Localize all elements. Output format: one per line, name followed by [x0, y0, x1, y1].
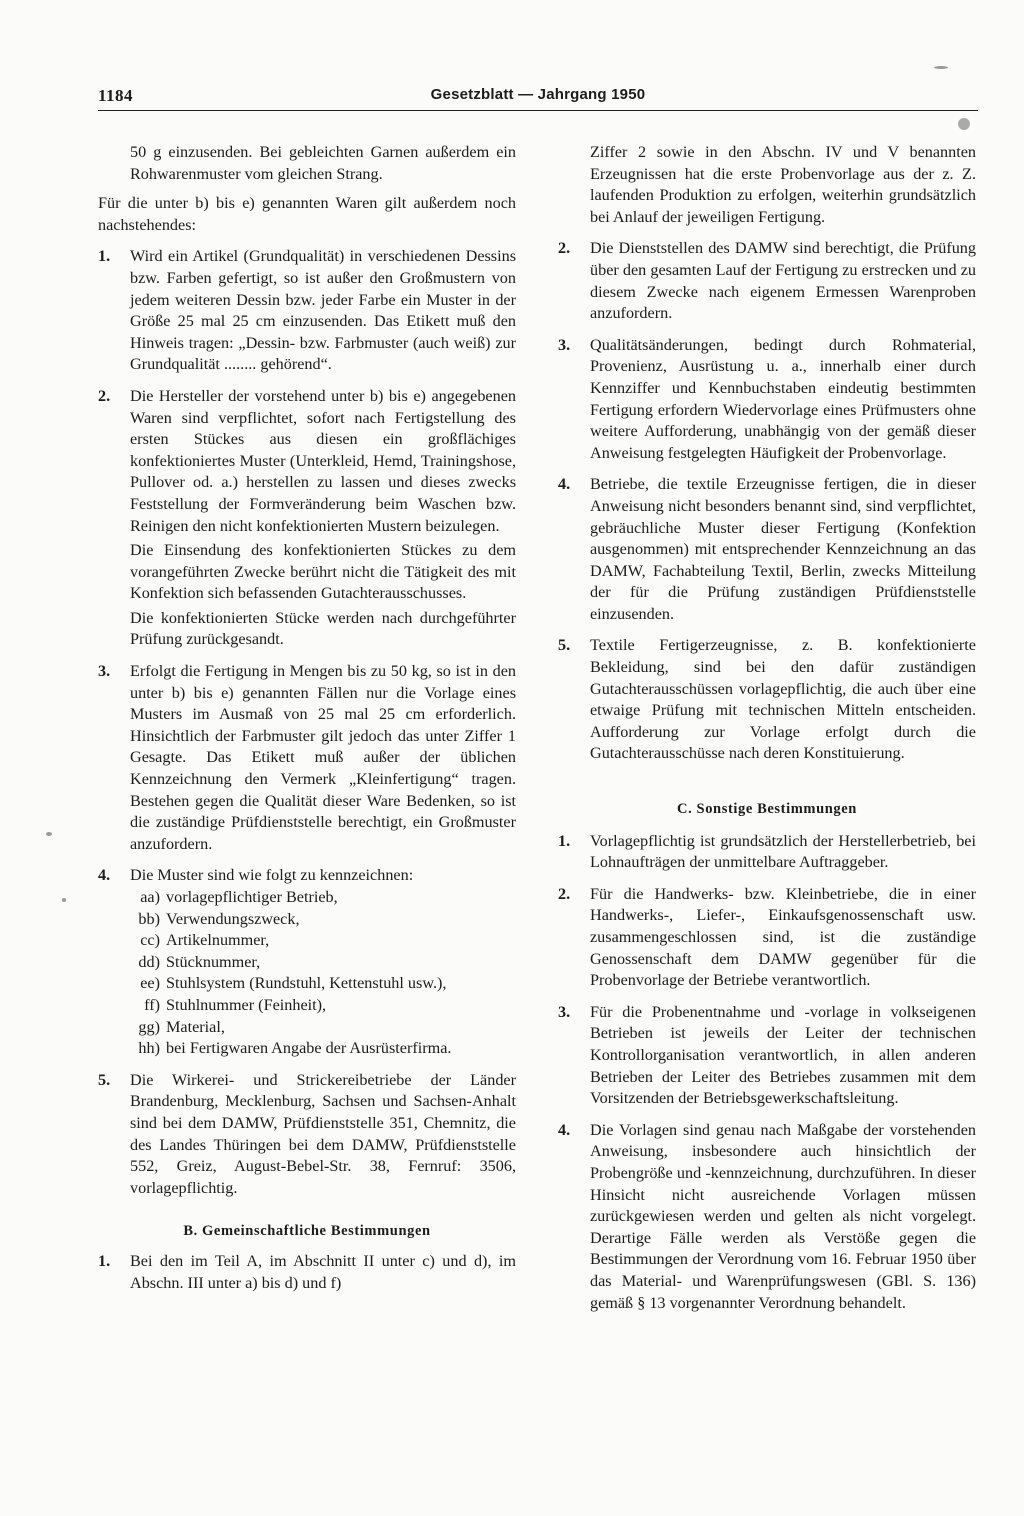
list-item	[558, 635, 976, 765]
item-number: 3.	[98, 662, 111, 681]
item-text: Die Muster sind wie folgt zu kennzeichnen:	[130, 866, 414, 885]
item-text: Wird ein Artikel (Grundqualität) in verschiedenen Dessins bzw. Farben gefertigt, so ist außer den Großmustern von jedem weiteren Dessin bzw. jeder Farbe ein Muster in der Größe 25 mal 25 cm einzusenden. Das Etikett muß den Hinweis tragen: „Dessin- bzw. Farbmuster (auch weiß) zur Grundqualität ........ gehörend“.	[130, 247, 516, 374]
list-item	[558, 1002, 976, 1110]
sub-text: Stücknummer,	[166, 952, 261, 971]
list-item	[558, 474, 976, 625]
sub-item	[130, 887, 516, 909]
list-item	[98, 1070, 516, 1200]
sub-label: dd)	[138, 952, 160, 971]
item-text: Textile Fertigerzeugnisse, z. B. konfektionierte Bekleidung, sind bei den dafür zuständigen Gutachterausschüssen vorlagepflichtig, die auch über eine etwaige Prüfung mit technischen Mitteln entscheiden. Aufforderung zur Vorlage erfolgt durch die Gutachterausschüsse nach deren Konstituierung.	[590, 636, 976, 763]
continuation-text: Ziffer 2 sowie in den Abschn. IV und V benannten Erzeugnissen hat die erste Probenvorlage aus der z. Z. laufenden Produktion zu erfolgen, weiterhin grundsätzlich bei Anlauf der jeweiligen Fertigung.	[590, 143, 976, 226]
sub-text: Stuhlsystem (Rundstuhl, Kettenstuhl usw.),	[166, 974, 447, 993]
continuation-text: 50 g einzusenden. Bei gebleichten Garnen außerdem ein Rohwarenmuster vom gleichen Strang.	[130, 143, 516, 183]
sub-item	[130, 995, 516, 1017]
sub-text: Artikelnummer,	[166, 931, 270, 950]
sub-item	[130, 930, 516, 952]
marking-sublist	[130, 887, 516, 1060]
scan-speck	[46, 832, 52, 836]
sub-label: gg)	[138, 1017, 160, 1036]
section-heading-b: B. Gemeinschaftliche Bestimmungen	[183, 1223, 431, 1240]
sub-text: Verwendungszweck,	[166, 909, 300, 928]
item-number: 1.	[98, 1251, 111, 1270]
sub-text: bei Fertigwaren Angabe der Ausrüsterfirma.	[166, 1039, 452, 1058]
right-column	[558, 142, 976, 1314]
item-text: Für die Probenentnahme und -vorlage in volkseigenen Betrieben ist jeweils der Leiter der technischen Kontrollorganisation verantwortlich, in allen anderen Betrieben der Leiter des Betriebes zusammen mit dem Vorsitzenden der Betriebsgewerkschaftsleitung.	[590, 1002, 976, 1108]
item-number: 1.	[558, 831, 571, 850]
sub-item	[130, 1038, 516, 1060]
item-text: Vorlagepflichtig ist grundsätzlich der Herstellerbetrieb, bei Lohnaufträgen der unmittelbare Auftraggeber.	[590, 831, 976, 872]
item-number: 4.	[558, 1120, 571, 1139]
item-number: 5.	[558, 636, 571, 655]
item-text: Die Wirkerei- und Strickereibetriebe der Länder Brandenburg, Mecklenburg, Sachsen und Sachsen-Anhalt sind bei dem DAMW, Prüfdienststelle 351, Chemnitz, die des Landes Thüringen bei dem DAMW, Prüfdienststelle 552, Greiz, August-Bebel-Str. 38, Fernruf: 3506, vorlagepflichtig.	[130, 1070, 516, 1197]
section-heading-c: C. Sonstige Bestimmungen	[677, 801, 857, 818]
item-number: 3.	[558, 335, 571, 354]
item-text: Erfolgt die Fertigung in Mengen bis zu 50 kg, so ist in den unter b) bis e) genannten Fällen nur die Vorlage eines Musters im Ausmaß von 25 mal 25 cm erforderlich. Hinsichtlich der Farbmuster gilt jedoch das unter Ziffer 1 Gesagte. Das Etikett muß außer der üblichen Kennzeichnung den Vermerk „Kleinfertigung“ tragen. Bestehen gegen die Qualität dieser Ware Bedenken, so ist die zuständige Prüfdienststelle berechtigt, ein Großmuster anzufordern.	[130, 662, 516, 853]
item-number: 4.	[98, 866, 111, 885]
item-number: 5.	[98, 1070, 111, 1089]
item-number: 2.	[98, 386, 111, 405]
item-text: Qualitätsänderungen, bedingt durch Rohmaterial, Provenienz, Ausrüstung u. a., innerhalb einer durch Kennziffer und Kennbuchstaben eindeutig bestimmten Fertigung erfordern Wiedervorlage eines Prüfmusters ohne weitere Aufforderung, unabhängig von der gemäß dieser Anweisung festgelegten Häufigkeit der Probenvorlage.	[590, 335, 976, 462]
sub-label: ff)	[144, 995, 160, 1014]
item-number: 4.	[558, 475, 571, 494]
sub-label: cc)	[140, 931, 160, 950]
list-item	[558, 884, 976, 992]
page-header	[98, 86, 978, 112]
sub-text: vorlagepflichtiger Betrieb,	[166, 888, 338, 906]
item-text: Die Vorlagen sind genau nach Maßgabe der vorstehenden Anweisung, insbesondere auch hinsichtlich der Probengröße und -kennzeichnung, durchzuführen. In dieser Hinsicht nicht ausreichende Vorlagen müssen zurückgewiesen werden und gelten als nicht vorgelegt. Derartige Fälle werden als Verstöße gegen die Bestimmungen der Verordnung vom 16. Februar 1950 über das Material- und Warenprüfungswesen (GBl. S. 136) gemäß § 13 vorgenannter Verordnung behandelt.	[590, 1120, 976, 1312]
item-text: Die konfektionierten Stücke werden nach durchgeführter Prüfung zurückgesandt.	[130, 608, 516, 649]
sub-text: Stuhlnummer (Feinheit),	[166, 995, 327, 1014]
item-text: Die Hersteller der vorstehend unter b) bis e) angegebenen Waren sind verpflichtet, sofort nach Fertigstellung des ersten Stückes aus diesen ein großflächiges konfektioniertes Muster (Unterkleid, Hemd, Trainingshose, Pullover od. a.) herstellen zu lassen und dieses zwecks Feststellung der Formveränderung beim Waschen bzw. Reinigen den nicht konfektionierten Mustern beizulegen.	[130, 386, 516, 535]
sub-text: Material,	[166, 1017, 225, 1036]
scan-speck	[934, 66, 948, 69]
item-text: Bei den im Teil A, im Abschnitt II unter c) und d), im Abschn. III unter a) bis d) und f)	[130, 1251, 516, 1292]
left-column	[98, 142, 516, 1294]
sub-item	[130, 952, 516, 974]
page-number: 1184	[98, 86, 134, 105]
list-item	[558, 238, 976, 324]
header-rule	[98, 110, 978, 111]
item-number: 2.	[558, 239, 571, 258]
running-head: Gesetzblatt — Jahrgang 1950	[430, 86, 646, 103]
scan-speck	[958, 118, 970, 130]
list-item	[98, 661, 516, 855]
sub-label: aa)	[140, 888, 160, 906]
item-number: 2.	[558, 884, 571, 903]
list-item	[558, 1120, 976, 1314]
list-item	[98, 1251, 516, 1294]
item-text: Die Einsendung des konfektionierten Stückes zu dem vorangeführten Zwecke berührt nicht die Tätigkeit des mit Konfektion sich befassenden Gutachterausschusses.	[130, 541, 516, 603]
sub-item	[130, 1017, 516, 1039]
list-item	[558, 831, 976, 874]
scan-speck	[62, 898, 66, 902]
item-text: Betriebe, die textile Erzeugnisse fertigen, die in dieser Anweisung nicht besonders benannt sind, sind verpflichtet, gebräuchliche Muster dieser Fertigung (Konfektion ausgenommen) mit entsprechender Kennzeichnung an das DAMW, Fachabteilung Textil, Berlin, zwecks Mitteilung der für die Prüfung zuständigen Prüfdienststelle einzusenden.	[590, 475, 976, 623]
list-item	[98, 865, 516, 1059]
sub-label: bb)	[138, 909, 160, 928]
item-number: 3.	[558, 1002, 571, 1021]
sub-item	[130, 909, 516, 931]
item-text: Für die Handwerks- bzw. Kleinbetriebe, die in einer Handwerks-, Liefer-, Einkaufsgenossenschaft usw. zusammengeschlossen sind, ist die zuständige Genossenschaft dem DAMW gegenüber für die Probenvorlage der Betriebe verantwortlich.	[590, 884, 976, 990]
list-item	[558, 335, 976, 465]
item-text: Die Dienststellen des DAMW sind berechtigt, die Prüfung über den gesamten Lauf der Fertigung zu erstrecken und zu diesem Zwecke nach eigenem Ermessen Warenproben anzufordern.	[590, 239, 976, 323]
sub-item	[130, 973, 516, 995]
sub-label: hh)	[138, 1039, 160, 1058]
list-item	[98, 386, 516, 651]
sub-label: ee)	[140, 974, 160, 993]
item-number: 1.	[98, 247, 111, 266]
list-item	[98, 246, 516, 376]
intro-text: Für die unter b) bis e) genannten Waren gilt außerdem noch nachstehendes:	[98, 194, 516, 234]
